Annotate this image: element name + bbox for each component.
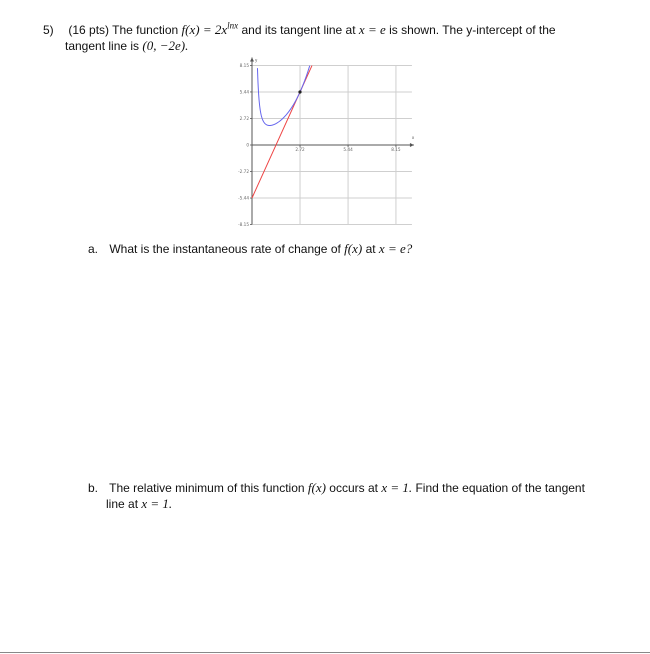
x-tick-label: 5.44: [343, 147, 353, 152]
tick-labels: [238, 58, 415, 227]
y-tick-label: 2.72: [239, 115, 249, 121]
y-tick-label: -2.72: [238, 169, 249, 175]
page-bottom-rule: [0, 652, 650, 653]
problem-text-intro: The function: [112, 23, 179, 37]
part-b-point: x = 1.: [381, 480, 413, 495]
part-a-letter: a.: [88, 242, 99, 256]
y-tick-label: 0: [246, 142, 249, 148]
part-b-fx: f(x): [307, 480, 326, 495]
problem-line2-text: tangent line is: [65, 39, 140, 53]
tangent-point: x = e: [358, 22, 386, 37]
y-tick-label: -5.44: [238, 195, 249, 201]
part-b-line2-point: x = 1.: [141, 496, 173, 511]
x-axis-label: x: [411, 135, 415, 140]
axes: [250, 58, 414, 225]
part-b: [88, 480, 628, 512]
part-a-text1: What is the instantaneous rate of change of: [109, 242, 341, 256]
part-a: [88, 241, 628, 257]
part-b-text1: The relative minimum of this function: [109, 481, 305, 495]
function-curve: [257, 66, 309, 126]
y-axis-label: y: [255, 57, 258, 63]
problem-line-2: [43, 38, 633, 54]
function-definition: [182, 22, 239, 37]
function-base: f(x) = 2x: [181, 22, 228, 37]
y-tick-label: 5.44: [239, 89, 249, 95]
problem-statement: [43, 22, 633, 54]
part-b-line-1: [88, 480, 628, 496]
problem-points: (16 pts): [68, 23, 110, 37]
y-tick-label: -8.15: [238, 221, 249, 227]
part-b-text2: occurs at: [329, 481, 378, 495]
x-tick-label: 2.72: [295, 147, 305, 152]
part-b-line2-text: line at: [106, 497, 139, 511]
part-b-letter: b.: [88, 481, 99, 495]
y-tick-label: 8.15: [239, 63, 249, 69]
function-exponent: lnx: [227, 20, 239, 31]
problem-line-1: [43, 22, 633, 38]
function-graph: [236, 57, 415, 227]
y-axis-arrow: [250, 58, 254, 62]
y-intercept: (0, −2e).: [142, 38, 189, 53]
part-a-text2: at: [365, 242, 376, 256]
part-a-point: x = e?: [378, 241, 413, 256]
problem-text-mid: and its tangent line at: [241, 23, 356, 37]
x-tick-label: 8.15: [391, 147, 401, 152]
part-b-line-2: [88, 496, 628, 512]
tangent-point-marker: [298, 90, 301, 93]
part-b-text3: Find the equation of the tangent: [415, 481, 585, 495]
x-axis-arrow: [410, 143, 414, 147]
problem-text-end: is shown. The y-intercept of the: [389, 23, 556, 37]
problem-number: 5): [43, 23, 54, 37]
part-a-fx: f(x): [344, 241, 363, 256]
